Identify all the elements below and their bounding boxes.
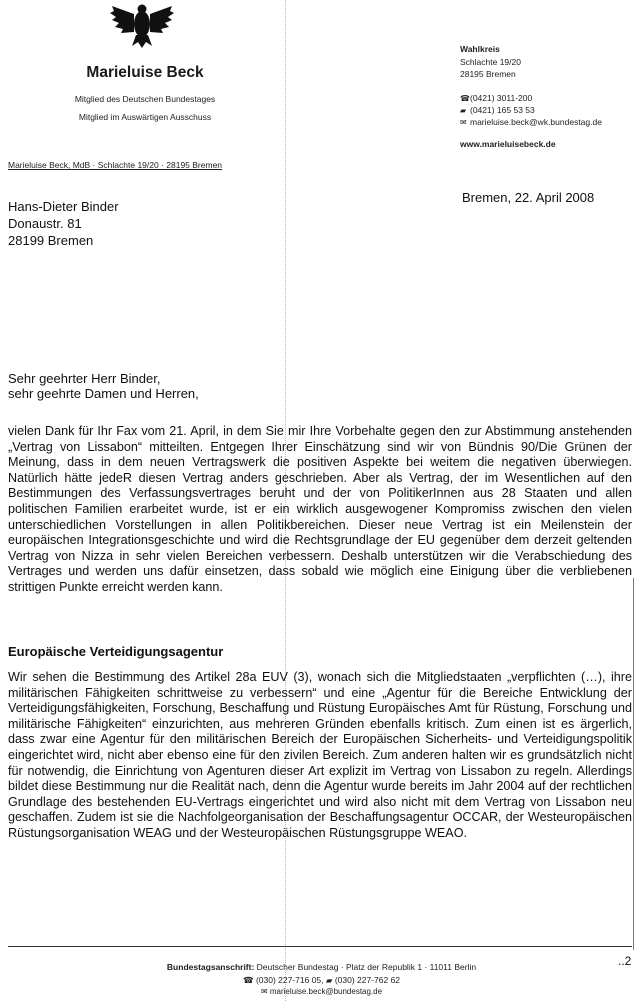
office-fax: ▰ (0421) 165 53 53 — [460, 105, 535, 115]
footer-divider — [8, 946, 632, 947]
footer-phone-fax — [0, 975, 643, 986]
body-paragraph-1: vielen Dank für Ihr Fax vom 21. April, in dem Sie mir Ihre Vorbehalte gegen den zur Abstimmung anstehenden „Vertrag von Lissabon“ mitteilten. Entgegen Ihrer Einschätzung sind wir von Bündnis 90/Die Grünen der Meinung, dass in dem neuen Vertragswerk die positiven Aspekte bei weitem die negativen überwiegen. Natürlich hätte jedeR diesen Vertrag anders geschrieben. Aber als Vertrag, der im Wesentlichen auf den Bestimmungen des Verfassungsvertrages beruht und der von PolitikerInnen aus 28 Staaten und allen politischen Familien erarbeitet wurde, ist er ein wirklich ausgewogener Kompromiss zwischen den vielen unterschiedlichen Vorstellungen in allen Politikbereichen. Dieser neue Vertrag ist ein Meilenstein der europäischen Integrationsgeschichte und wird die Rechtsgrundlage der EU gegenüber dem derzeit geltenden Vertrag von Nizza in sehr vielen Bereichen verbessern. Deshalb unterstützen wir die Verabschiedung des Vertrages und werden uns dafür einsetzen, dass sobald wie möglich eine Einigung über die verbliebenen strittigen Punkte erreicht werden kann. — [8, 424, 632, 594]
fax-icon: ▰ — [325, 975, 333, 985]
fax-icon: ▰ — [460, 106, 467, 115]
salutation — [8, 371, 199, 401]
return-address: Marieluise Beck, MdB · Schlachte 19/20 · 28195 Bremen — [8, 160, 223, 170]
footer-fax: (030) 227-762 62 — [334, 975, 401, 985]
section-heading: Europäische Verteidigungsagentur — [8, 644, 224, 659]
constituency-label: Wahlkreis — [460, 44, 500, 54]
recipient-address — [8, 198, 119, 249]
envelope-icon: ✉ — [260, 987, 268, 996]
recipient-name: Hans-Dieter Binder — [8, 199, 119, 214]
salutation-line-1: Sehr geehrter Herr Binder, — [8, 371, 161, 386]
office-email: ✉ marieluise.beck@wk.bundestag.de — [460, 117, 602, 127]
constituency-city: 28195 Bremen — [460, 69, 516, 79]
footer-email-row — [0, 987, 643, 996]
website: www.marieluisebeck.de — [460, 139, 556, 149]
sender-role-bundestag: Mitglied des Deutschen Bundestages — [74, 94, 216, 104]
sender-role-committee: Mitglied im Auswärtigen Ausschuss — [78, 112, 212, 122]
office-phone: ☎(0421) 3011-200 — [460, 93, 533, 103]
footer-email: marieluise.beck@bundestag.de — [269, 987, 383, 996]
envelope-icon: ✉ — [460, 118, 467, 127]
sender-name: Marieluise Beck — [86, 64, 204, 81]
phone-icon: ☎ — [460, 94, 470, 103]
letter-date: Bremen, 22. April 2008 — [462, 190, 595, 205]
page-number: ..2 — [618, 954, 632, 968]
salutation-line-2: sehr geehrte Damen und Herren, — [8, 386, 199, 401]
phone-icon: ☎ — [242, 975, 254, 985]
recipient-street: Donaustr. 81 — [8, 216, 82, 231]
footer-label: Bundestagsanschrift: — [166, 962, 255, 972]
footer-address-text: Deutscher Bundestag · Platz der Republik 1 · 11011 Berlin — [256, 962, 477, 972]
margin-bar — [633, 578, 634, 950]
footer-phone: (030) 227-716 05, — [255, 975, 324, 985]
footer-address — [0, 962, 643, 972]
constituency-street: Schlachte 19/20 — [460, 57, 521, 67]
federal-eagle-icon — [110, 2, 174, 48]
recipient-city: 28199 Bremen — [8, 233, 94, 248]
body-paragraph-2: Wir sehen die Bestimmung des Artikel 28a EUV (3), wonach sich die Mitgliedstaaten „verpflichten (…), ihre militärischen Fähigkeiten schrittweise zu verbessern“ und eine „Agentur für die Bereiche Entwicklung der Verteidigungsfähigkeiten, Forschung, Beschaffung und Rüstung Europäisches Amt für Rüstung, Forschung und militärische Fähigkeiten“ einzurichten, aus mehreren Gründen ebenfalls kritisch. Zum einen ist es ärgerlich, dass zwar eine Agentur für den militärischen Bereich der Europäischen Sicherheits- und Verteidigungspolitik eingerichtet wird, nicht aber ebenso eine für den zivilen Bereich. Zum anderen halten wir es grundsätzlich nicht für notwendig, die Einrichtung von Agenturen dieser Art explizit im Vertrag von Lissabon zu regeln. Allerdings bildet diese Bestimmung nur die Realität nach, denn die Agentur wurde bereits im Jahr 2004 auf der rechtlichen Grundlage des bestehenden EU-Vertrags eingerichtet und wird also nicht mit dem Vertrag von Lissabon neu geschaffen. Zudem ist sie die Nachfolgeorganisation der Beschaffungsagentur OCCAR, der Westeuropäischen Rüstungsorganisation WEAG und der Westeuropäischen Rüstungsgruppe WEAO. — [8, 670, 632, 840]
